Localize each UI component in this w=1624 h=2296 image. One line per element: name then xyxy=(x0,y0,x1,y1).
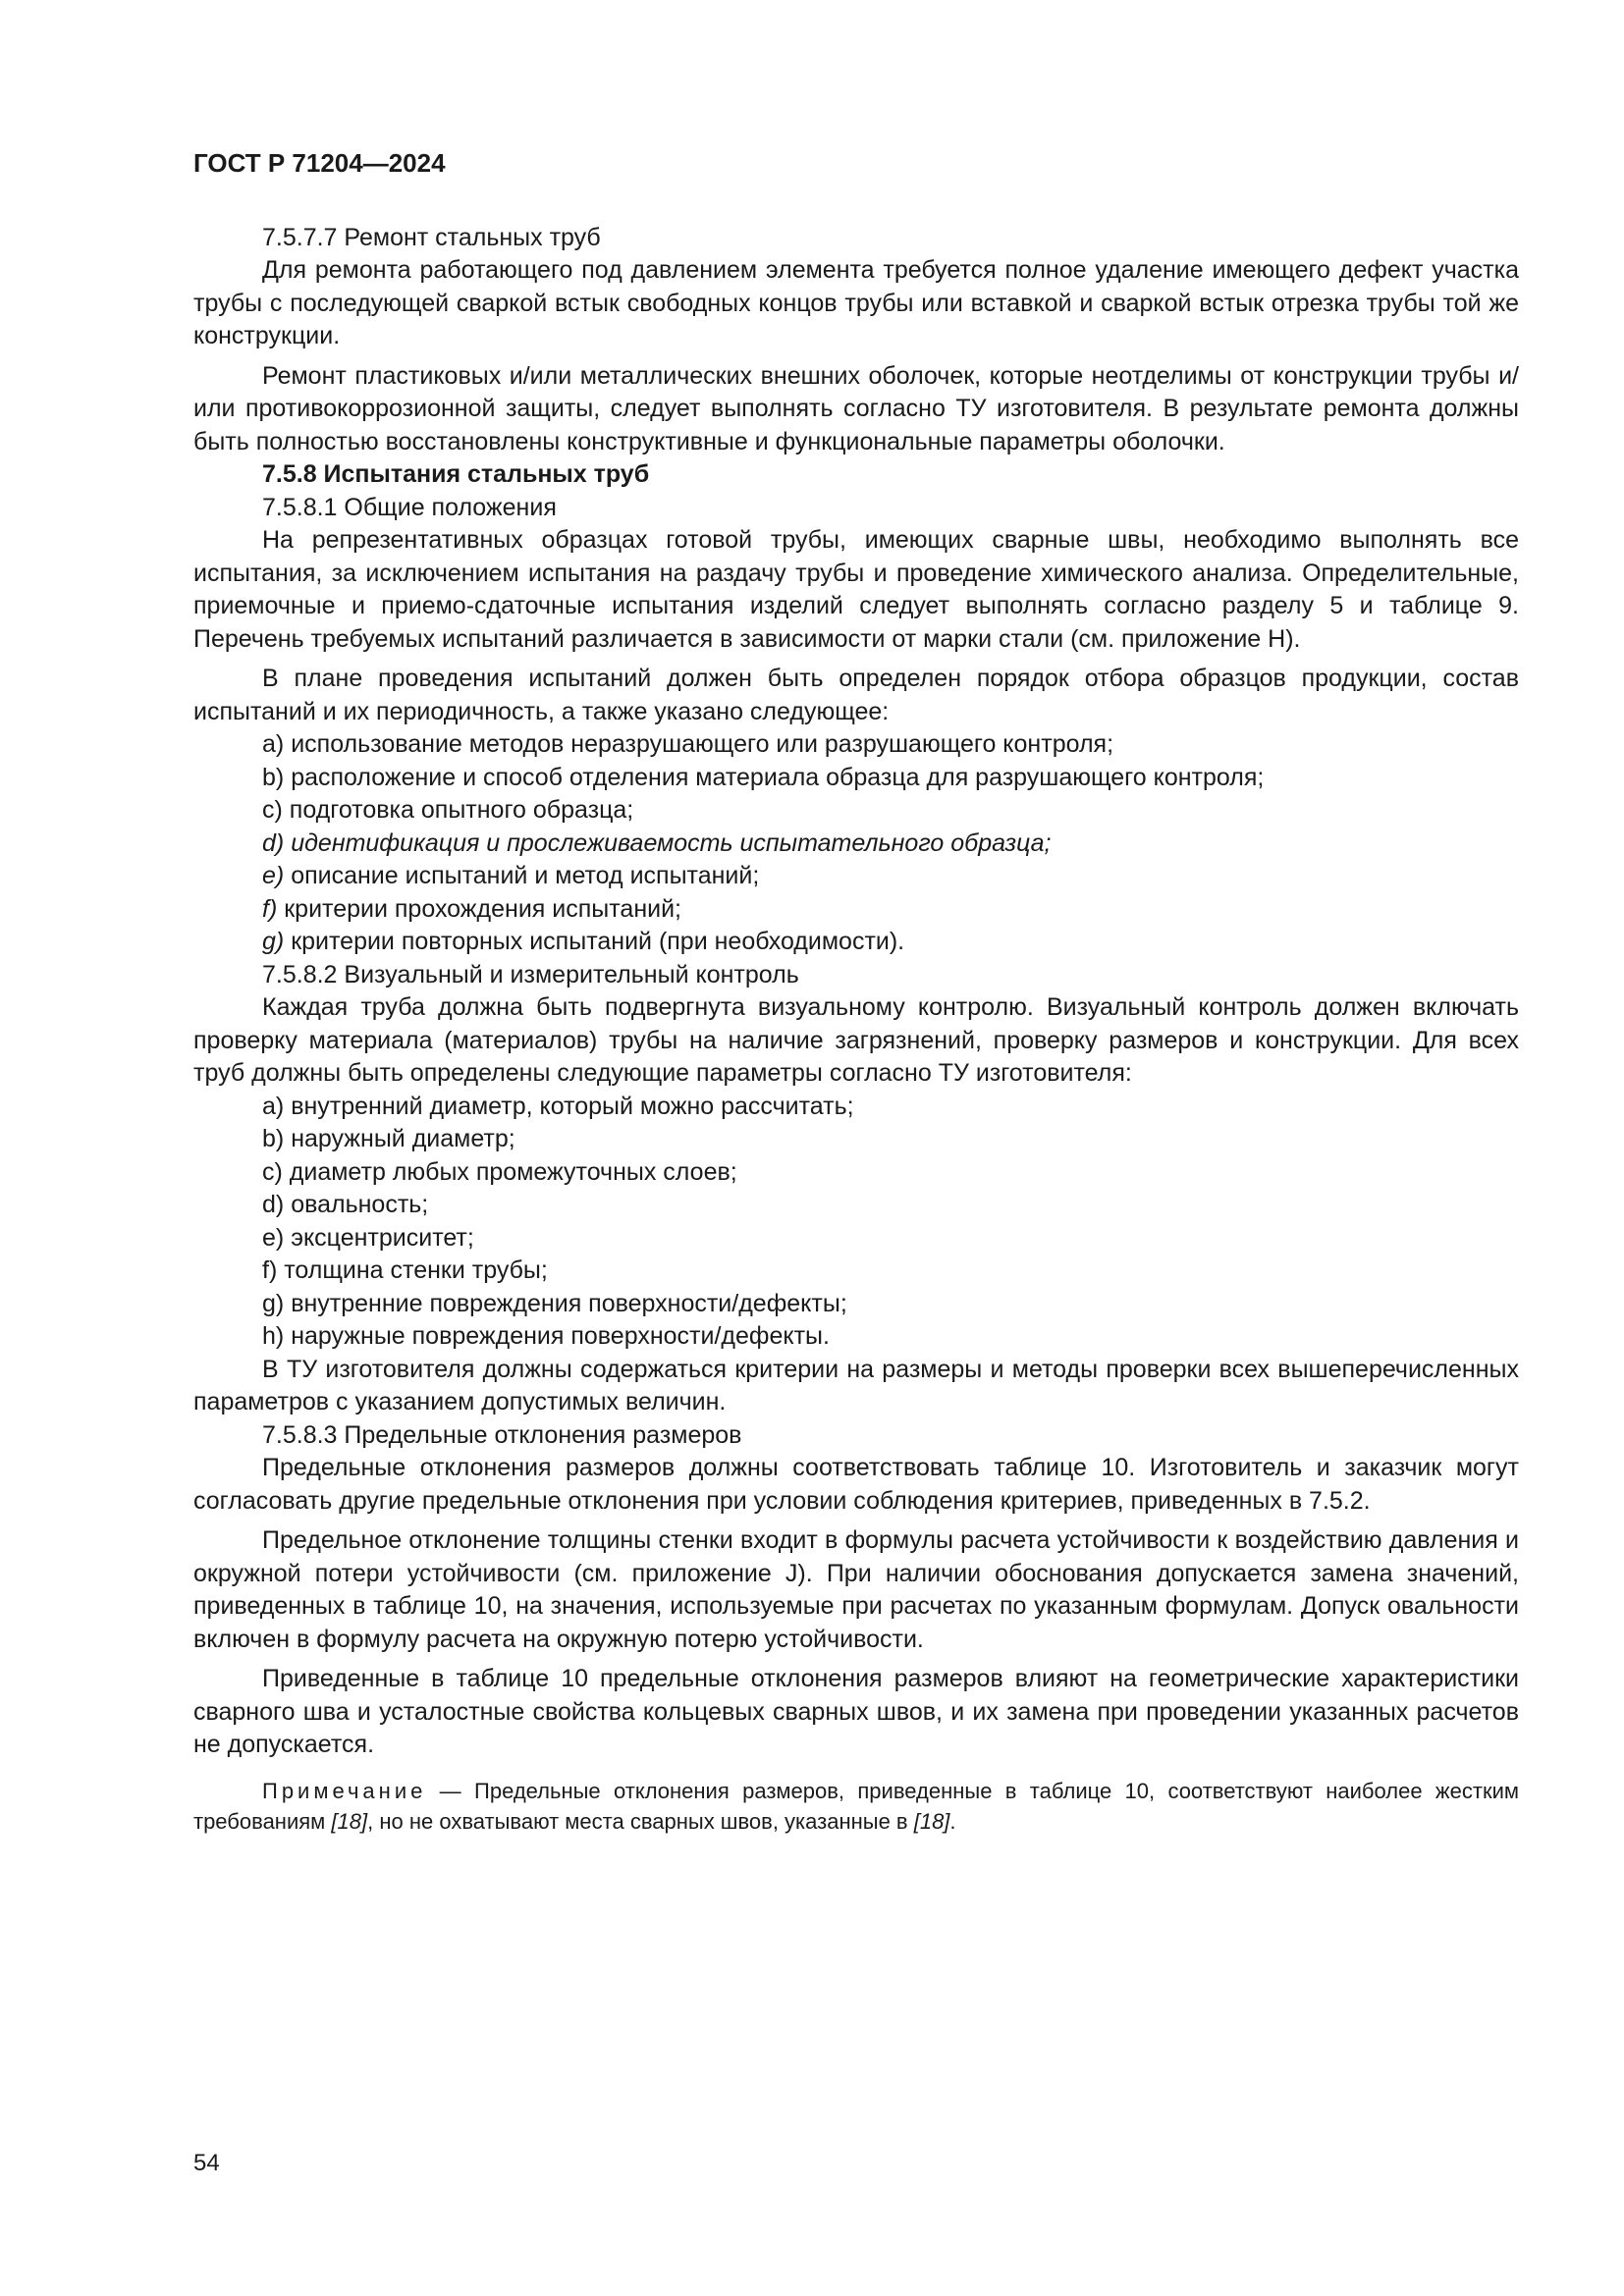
section-7577-paragraph-2: Ремонт пластиковых и/или металлических внешних оболочек, которые неотделимы от конструкции трубы и/или противокоррозионной защиты, следует выполнять согласно ТУ изготовителя. В результате ремонта должны быть полностью восстановлены конструктивные и функциональные параметры оболочки. xyxy=(193,361,1519,455)
list-item: d) овальность; xyxy=(262,1191,429,1218)
section-7583-paragraph-3: Приведенные в таблице 10 предельные отклонения размеров влияют на геометрические характеристики сварного шва и усталостные свойства кольцевых сварных швов, и их замена при проведении указанных расчетов не допускается. xyxy=(193,1665,1519,1758)
section-7581-paragraph-2: В плане проведения испытаний должен быть определен порядок отбора образцов продукции, состав испытаний и их периодичность, а также указано следующее: xyxy=(193,665,1519,725)
list-item: а) использование методов неразрушающего или разрушающего контроля; xyxy=(262,730,1114,758)
list-item: d) идентификация и прослеживаемость испытательного образца; xyxy=(262,828,1052,857)
list-item: е) описание испытаний и метод испытаний; xyxy=(262,862,760,889)
list-item: h) наружные повреждения поверхности/дефекты. xyxy=(262,1322,830,1350)
list-item: b) наружный диаметр; xyxy=(262,1125,515,1152)
list-item: а) внутренний диаметр, который можно рассчитать; xyxy=(262,1092,854,1120)
section-7581-heading: 7.5.8.1 Общие положения xyxy=(262,493,557,521)
reference-link: [18] xyxy=(913,1808,950,1834)
document-page xyxy=(193,147,1519,1837)
list-item: g) критерии повторных испытаний (при необходимости). xyxy=(262,928,905,955)
document-header: ГОСТ Р 71204—2024 xyxy=(193,148,446,178)
page-number: 54 xyxy=(193,2150,220,2176)
list-item: f) критерии прохождения испытаний; xyxy=(262,894,681,923)
section-7577-heading: 7.5.7.7 Ремонт стальных труб xyxy=(262,223,601,251)
list-item: g) внутренние повреждения поверхности/дефекты; xyxy=(262,1289,847,1317)
section-7581-paragraph-1: На репрезентативных образцах готовой трубы, имеющих сварные швы, необходимо выполнять все испытания, за исключением испытания на раздачу трубы и проведение химического анализа. Определительные, приемочные и приемо-сдаточные испытания изделий следует выполнять согласно разделу 5 и таблице 9. Перечень требуемых испытаний различается в зависимости от марки стали (см. приложение Н). xyxy=(193,526,1519,653)
section-7582-paragraph-1: Каждая труба должна быть подвергнута визуальному контролю. Визуальный контроль должен включать проверку материала (материалов) трубы на наличие загрязнений, проверку размеров и конструкции. Для всех труб должны быть определены следующие параметры согласно ТУ изготовителя: xyxy=(193,993,1519,1087)
reference-link: [18] xyxy=(331,1808,368,1834)
list-item: е) эксцентриситет; xyxy=(262,1223,474,1252)
note-label: Примечание xyxy=(262,1778,427,1803)
list-item: с) подготовка опытного образца; xyxy=(262,796,634,824)
section-7583-heading: 7.5.8.3 Предельные отклонения размеров xyxy=(262,1420,742,1449)
section-7583-paragraph-1: Предельные отклонения размеров должны соответствовать таблице 10. Изготовитель и заказчик могут согласовать другие предельные отклонения при условии соблюдения критериев, приведенных в 7.5.2. xyxy=(193,1454,1519,1515)
list-item: с) диаметр любых промежуточных слоев; xyxy=(262,1157,737,1186)
section-758-heading: 7.5.8 Испытания стальных труб xyxy=(262,460,650,488)
list-item: b) расположение и способ отделения материала образца для разрушающего контроля; xyxy=(262,763,1265,791)
section-7582-heading: 7.5.8.2 Визуальный и измерительный контроль xyxy=(262,960,799,988)
section-7577-paragraph-1: Для ремонта работающего под давлением элемента требуется полное удаление имеющего дефект участка трубы с последующей сваркой встык свободных концов трубы или вставкой и сваркой встык отрезка трубы той же конструкции. xyxy=(193,256,1519,349)
list-item: f) толщина стенки трубы; xyxy=(262,1256,548,1284)
section-7582-paragraph-2: В ТУ изготовителя должны содержаться критерии на размеры и методы проверки всех вышеперечисленных параметров с указанием допустимых величин. xyxy=(193,1355,1519,1415)
note-paragraph: Примечание — Предельные отклонения размеров, приведенные в таблице 10, соответствуют наиболее жестким требованиям [18], но не охватывают места сварных швов, указанные в [18]. xyxy=(193,1778,1519,1834)
section-7583-paragraph-2: Предельное отклонение толщины стенки входит в формулы расчета устойчивости к воздействию давления и окружной потери устойчивости (см. приложение J). При наличии обоснования допускается замена значений, приведенных в таблице 10, на значения, используемые при расчетах по указанным формулам. Допуск овальности включен в формулу расчета на окружную потерю устойчивости. xyxy=(193,1526,1519,1653)
